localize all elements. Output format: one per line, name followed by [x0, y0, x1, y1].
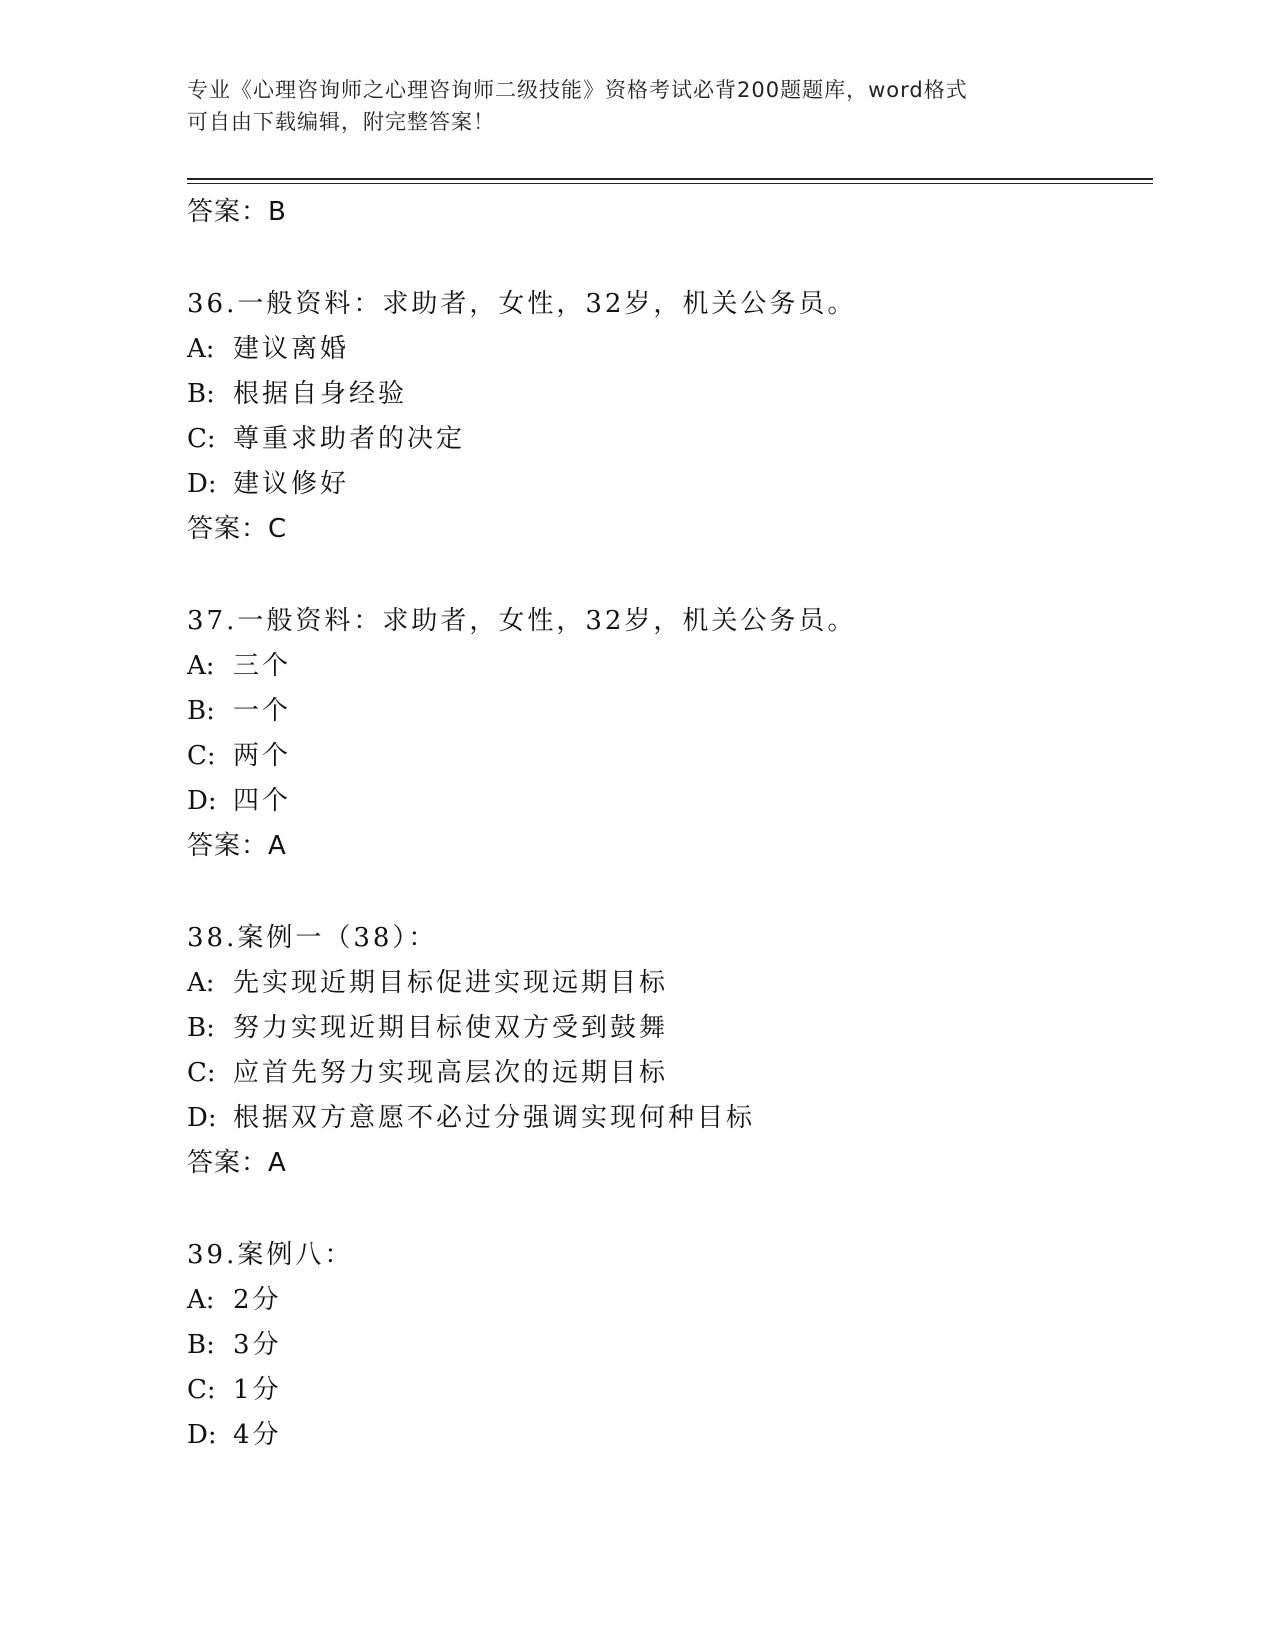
option-d	[187, 462, 1147, 507]
option-text: 4分	[233, 1420, 282, 1450]
option-letter: A:	[187, 1285, 215, 1315]
option-a	[187, 644, 1147, 689]
option-a	[187, 1278, 1147, 1323]
option-text: 根据自身经验	[233, 379, 408, 409]
option-c	[187, 1051, 1147, 1096]
option-text: 一个	[233, 696, 292, 726]
document-header	[187, 74, 1087, 138]
option-c	[187, 734, 1147, 779]
option-letter: A:	[187, 968, 215, 998]
option-text: 努力实现近期目标使双方受到鼓舞	[233, 1013, 669, 1043]
answer-line: 答案：C	[187, 514, 288, 544]
option-letter: A:	[187, 651, 215, 681]
option-d	[187, 1413, 1147, 1458]
option-text: 两个	[233, 741, 292, 771]
header-line-2: 可自由下载编辑，附完整答案！	[187, 110, 495, 134]
option-d	[187, 779, 1147, 824]
answer-line: 答案：A	[187, 1148, 287, 1178]
option-b	[187, 1006, 1147, 1051]
option-c	[187, 1368, 1147, 1413]
option-a	[187, 961, 1147, 1006]
option-letter: D:	[187, 1103, 217, 1133]
answer-line: 答案：A	[187, 831, 287, 861]
question-block-37	[187, 599, 1147, 869]
answer-line: 答案：B	[187, 197, 287, 227]
option-letter: D:	[187, 469, 217, 499]
header-rule-thick	[187, 178, 1153, 180]
option-letter: C:	[187, 424, 216, 454]
option-c	[187, 417, 1147, 462]
question-stem: 36.一般资料：求助者，女性，32岁，机关公务员。	[187, 289, 857, 319]
option-letter: B:	[187, 1330, 215, 1360]
option-text: 尊重求助者的决定	[233, 424, 466, 454]
option-letter: D:	[187, 786, 217, 816]
option-text: 2分	[233, 1285, 282, 1315]
question-stem: 39.案例八：	[187, 1240, 354, 1270]
option-letter: D:	[187, 1420, 217, 1450]
question-block-36	[187, 282, 1147, 552]
option-letter: A:	[187, 334, 215, 364]
option-letter: B:	[187, 1013, 215, 1043]
option-letter: C:	[187, 741, 216, 771]
option-text: 根据双方意愿不必过分强调实现何种目标	[233, 1103, 756, 1133]
question-stem: 37.一般资料：求助者，女性，32岁，机关公务员。	[187, 606, 857, 636]
option-text: 3分	[233, 1330, 282, 1360]
option-text: 建议离婚	[233, 334, 350, 364]
option-d	[187, 1096, 1147, 1141]
question-block-39	[187, 1233, 1147, 1458]
option-a	[187, 327, 1147, 372]
option-letter: B:	[187, 379, 215, 409]
header-line-1: 专业《心理咨询师之心理咨询师二级技能》资格考试必背200题题库，word格式	[187, 78, 968, 102]
option-text: 应首先努力实现高层次的远期目标	[233, 1058, 669, 1088]
option-letter: B:	[187, 696, 215, 726]
option-text: 1分	[233, 1375, 282, 1405]
option-text: 三个	[233, 651, 292, 681]
option-text: 建议修好	[233, 469, 350, 499]
option-letter: C:	[187, 1058, 216, 1088]
option-b	[187, 1323, 1147, 1368]
question-stem: 38.案例一（38）：	[187, 923, 438, 953]
option-letter: C:	[187, 1375, 216, 1405]
question-block-38	[187, 916, 1147, 1186]
option-text: 四个	[233, 786, 292, 816]
option-b	[187, 372, 1147, 417]
option-b	[187, 689, 1147, 734]
option-text: 先实现近期目标促进实现远期目标	[233, 968, 669, 998]
header-rule-thin	[187, 183, 1153, 184]
question-list	[187, 190, 1147, 1458]
